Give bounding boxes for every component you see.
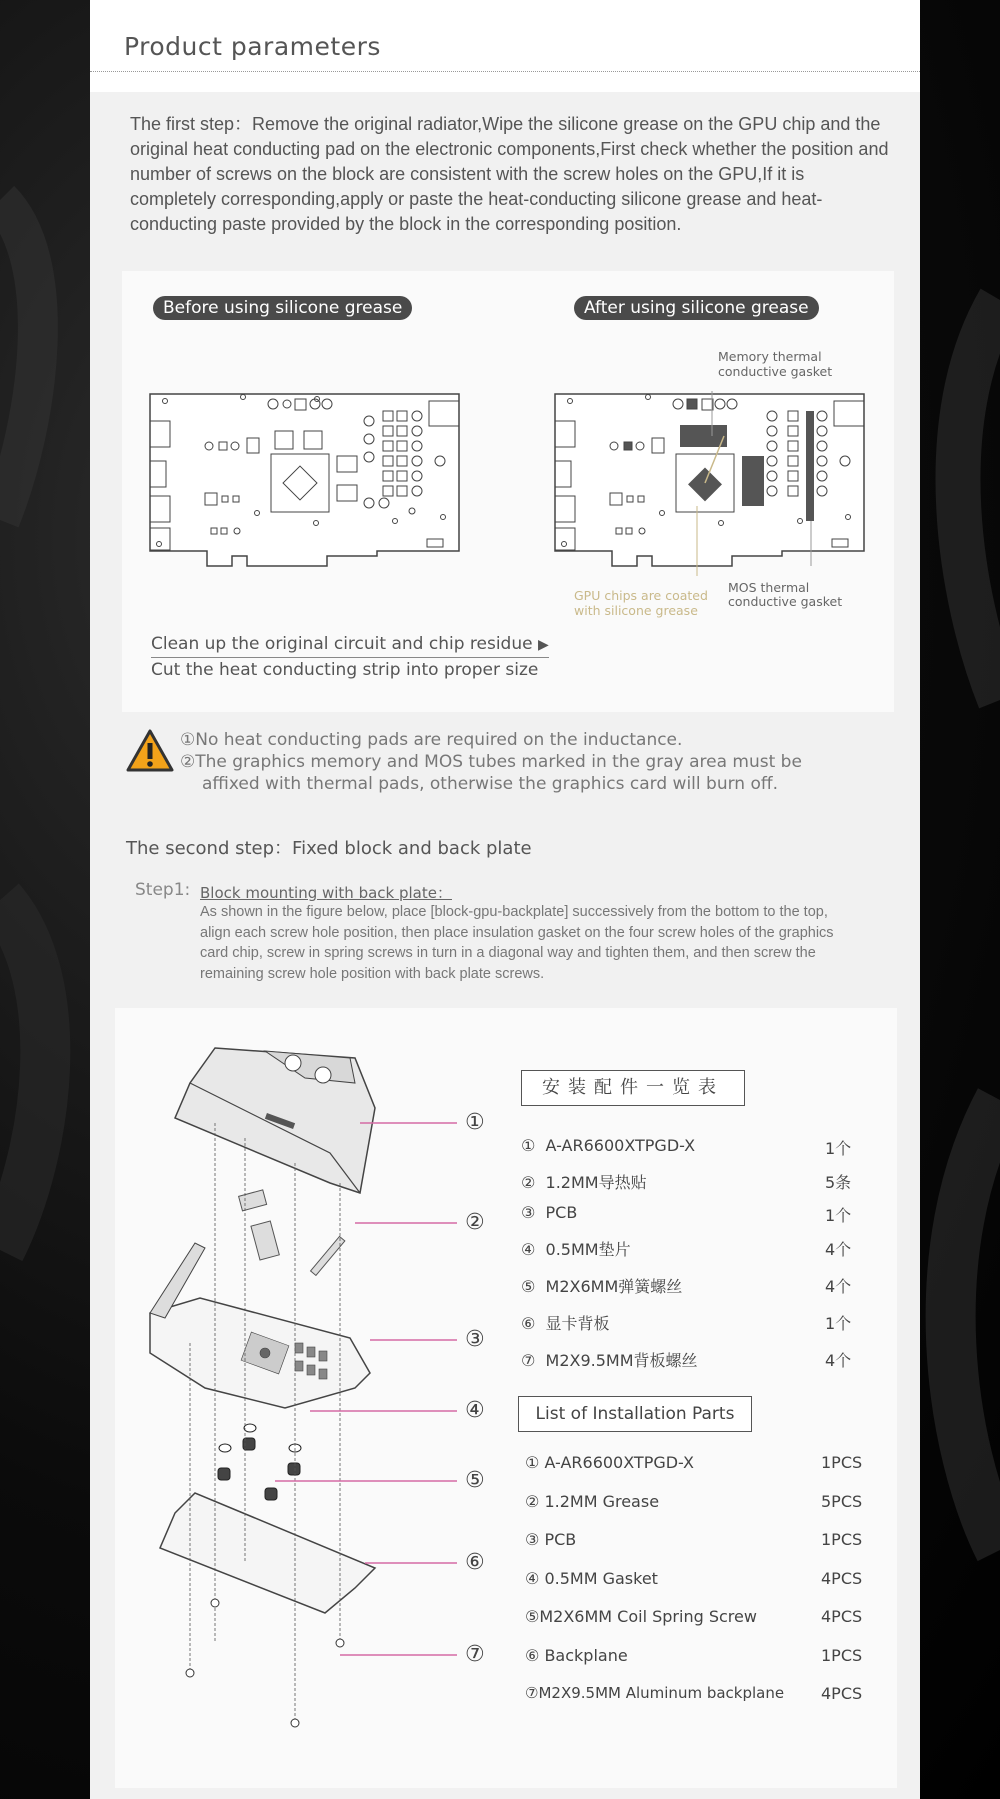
cn-item-num: ③	[521, 1203, 536, 1222]
callout-4: ④	[465, 1398, 485, 1423]
cn-item-3-qty: 1个	[825, 1206, 852, 1225]
section-title: Product parameters	[124, 32, 381, 61]
cn-item-name: M2X9.5MM背板螺丝	[545, 1351, 698, 1370]
callout-1: ①	[465, 1110, 485, 1135]
cn-item-2	[521, 1170, 647, 1193]
silicone-diagram-card	[122, 271, 894, 712]
clean-text: Clean up the original circuit and chip residue	[151, 634, 533, 654]
en-item-name: Backplane	[544, 1646, 628, 1665]
memory-gasket-label	[718, 349, 832, 379]
cn-item-4-qty: 4个	[825, 1240, 852, 1259]
warning-triangle-icon	[125, 728, 175, 774]
en-item-name: 0.5MM Gasket	[544, 1569, 658, 1588]
mos-gasket-label	[728, 581, 842, 609]
pcb-after-diagram	[552, 391, 872, 576]
callout-6: ⑥	[465, 1550, 485, 1575]
content-panel	[90, 92, 920, 1799]
pcb-before-diagram	[147, 391, 467, 576]
cn-item-7	[521, 1348, 698, 1371]
step2-title: The second step：Fixed block and back plate	[126, 838, 532, 859]
callout-5: ⑤	[465, 1468, 485, 1493]
en-item-5	[525, 1607, 757, 1626]
gpu-grease-label	[574, 588, 708, 618]
en-item-name: A-AR6600XTPGD-X	[544, 1453, 694, 1472]
en-item-3-qty: 1PCS	[821, 1530, 863, 1549]
exploded-view-diagram	[145, 1043, 485, 1743]
en-item-name: 1.2MM Grease	[544, 1492, 660, 1511]
en-item-2-qty: 5PCS	[821, 1492, 863, 1511]
warning-line-2: ②The graphics memory and MOS tubes marked in the gray area must be	[180, 752, 802, 772]
title-divider	[90, 71, 920, 72]
cn-item-num: ②	[521, 1173, 536, 1192]
en-item-6	[525, 1646, 628, 1665]
parts-cn-title: 安装配件一览表	[521, 1070, 745, 1106]
clean-instruction	[151, 634, 549, 658]
warning-line-3: affixed with thermal pads, otherwise the graphics card will burn off.	[202, 774, 778, 794]
step1-label: Step1:	[135, 880, 191, 900]
en-item-6-qty: 1PCS	[821, 1646, 863, 1665]
cn-item-7-qty: 4个	[825, 1351, 852, 1370]
en-item-1	[525, 1453, 694, 1472]
cn-item-5-qty: 4个	[825, 1277, 852, 1296]
en-item-num: ⑦	[525, 1684, 539, 1702]
cn-item-6	[521, 1311, 610, 1334]
cn-item-num: ④	[521, 1240, 536, 1259]
step1-body: As shown in the figure below, place [block-gpu-backplate] successively from the bottom to the top, align each screw hole position, then place insulation gasket on the four screw holes of the graphics card chip, screw in spring screws in turn in a diagonal way and tighten them, and then screw the remaining screw hole position with back plate screws.	[200, 904, 834, 982]
callout-2: ②	[465, 1210, 485, 1235]
en-item-num: ④	[525, 1569, 540, 1588]
content-page	[90, 0, 920, 1799]
en-item-num: ②	[525, 1492, 540, 1511]
cn-item-num: ⑤	[521, 1277, 536, 1296]
step1-heading: Block mounting with back plate：	[200, 884, 452, 902]
en-item-7-qty: 4PCS	[821, 1684, 863, 1703]
en-item-name: M2X6MM Coil Spring Screw	[539, 1607, 757, 1626]
en-item-name: PCB	[544, 1530, 577, 1549]
cn-item-name: PCB	[545, 1203, 578, 1222]
cn-item-name: 显卡背板	[545, 1314, 610, 1333]
en-item-num: ③	[525, 1530, 540, 1549]
gpu-label-line1: GPU chips are coated	[574, 588, 708, 603]
cn-item-name: 1.2MM导热贴	[545, 1173, 647, 1192]
gpu-label-line2: with silicone grease	[574, 603, 698, 618]
parts-card	[115, 1008, 897, 1788]
play-arrow-icon: ▶	[537, 637, 549, 653]
en-item-num: ⑤	[525, 1607, 540, 1626]
cn-item-6-qty: 1个	[825, 1314, 852, 1333]
cn-item-num: ①	[521, 1136, 536, 1155]
after-label: After using silicone grease	[574, 296, 819, 320]
cn-item-2-qty: 5条	[825, 1173, 852, 1192]
cn-item-5	[521, 1274, 682, 1297]
cn-item-4	[521, 1237, 631, 1260]
memory-label-line1: Memory thermal	[718, 349, 822, 364]
en-item-2	[525, 1492, 659, 1511]
mos-label-line1: MOS thermal	[728, 580, 810, 595]
cn-item-1-qty: 1个	[825, 1139, 852, 1158]
en-item-4-qty: 4PCS	[821, 1569, 863, 1588]
en-item-5-qty: 4PCS	[821, 1607, 863, 1626]
warning-line-1: ①No heat conducting pads are required on the inductance.	[180, 730, 683, 750]
callout-7: ⑦	[465, 1642, 485, 1667]
memory-label-line2: conductive gasket	[718, 364, 833, 379]
cn-item-num: ⑥	[521, 1314, 536, 1333]
en-item-7	[525, 1684, 784, 1702]
en-item-name: M2X9.5MM Aluminum backplane	[538, 1684, 785, 1702]
cn-item-name: A-AR6600XTPGD-X	[545, 1136, 696, 1155]
cn-item-name: M2X6MM弹簧螺丝	[545, 1277, 683, 1296]
cn-item-1	[521, 1136, 695, 1155]
parts-en-title: List of Installation Parts	[518, 1396, 752, 1432]
en-item-1-qty: 1PCS	[821, 1453, 863, 1472]
intro-paragraph: The first step：Remove the original radiator,Wipe the silicone grease on the GPU chip and the original heat conducting pad on the electronic components,First check whether the position and number of screws on the block are consistent with the screw holes on the GPU,If it is completely corresponding,apply or paste the heat-conducting silicone grease and heat-conducting paste provided by the block in the corresponding position.	[130, 114, 889, 234]
en-item-num: ①	[525, 1453, 540, 1472]
cn-item-name: 0.5MM垫片	[545, 1240, 631, 1259]
cn-item-3	[521, 1203, 577, 1222]
en-item-3	[525, 1530, 576, 1549]
mos-label-line2: conductive gasket	[728, 594, 843, 609]
cut-instruction: Cut the heat conducting strip into proper size	[151, 660, 539, 680]
en-item-4	[525, 1569, 658, 1588]
cn-item-num: ⑦	[521, 1351, 536, 1370]
en-item-num: ⑥	[525, 1646, 540, 1665]
callout-3: ③	[465, 1327, 485, 1352]
before-label: Before using silicone grease	[153, 296, 412, 320]
